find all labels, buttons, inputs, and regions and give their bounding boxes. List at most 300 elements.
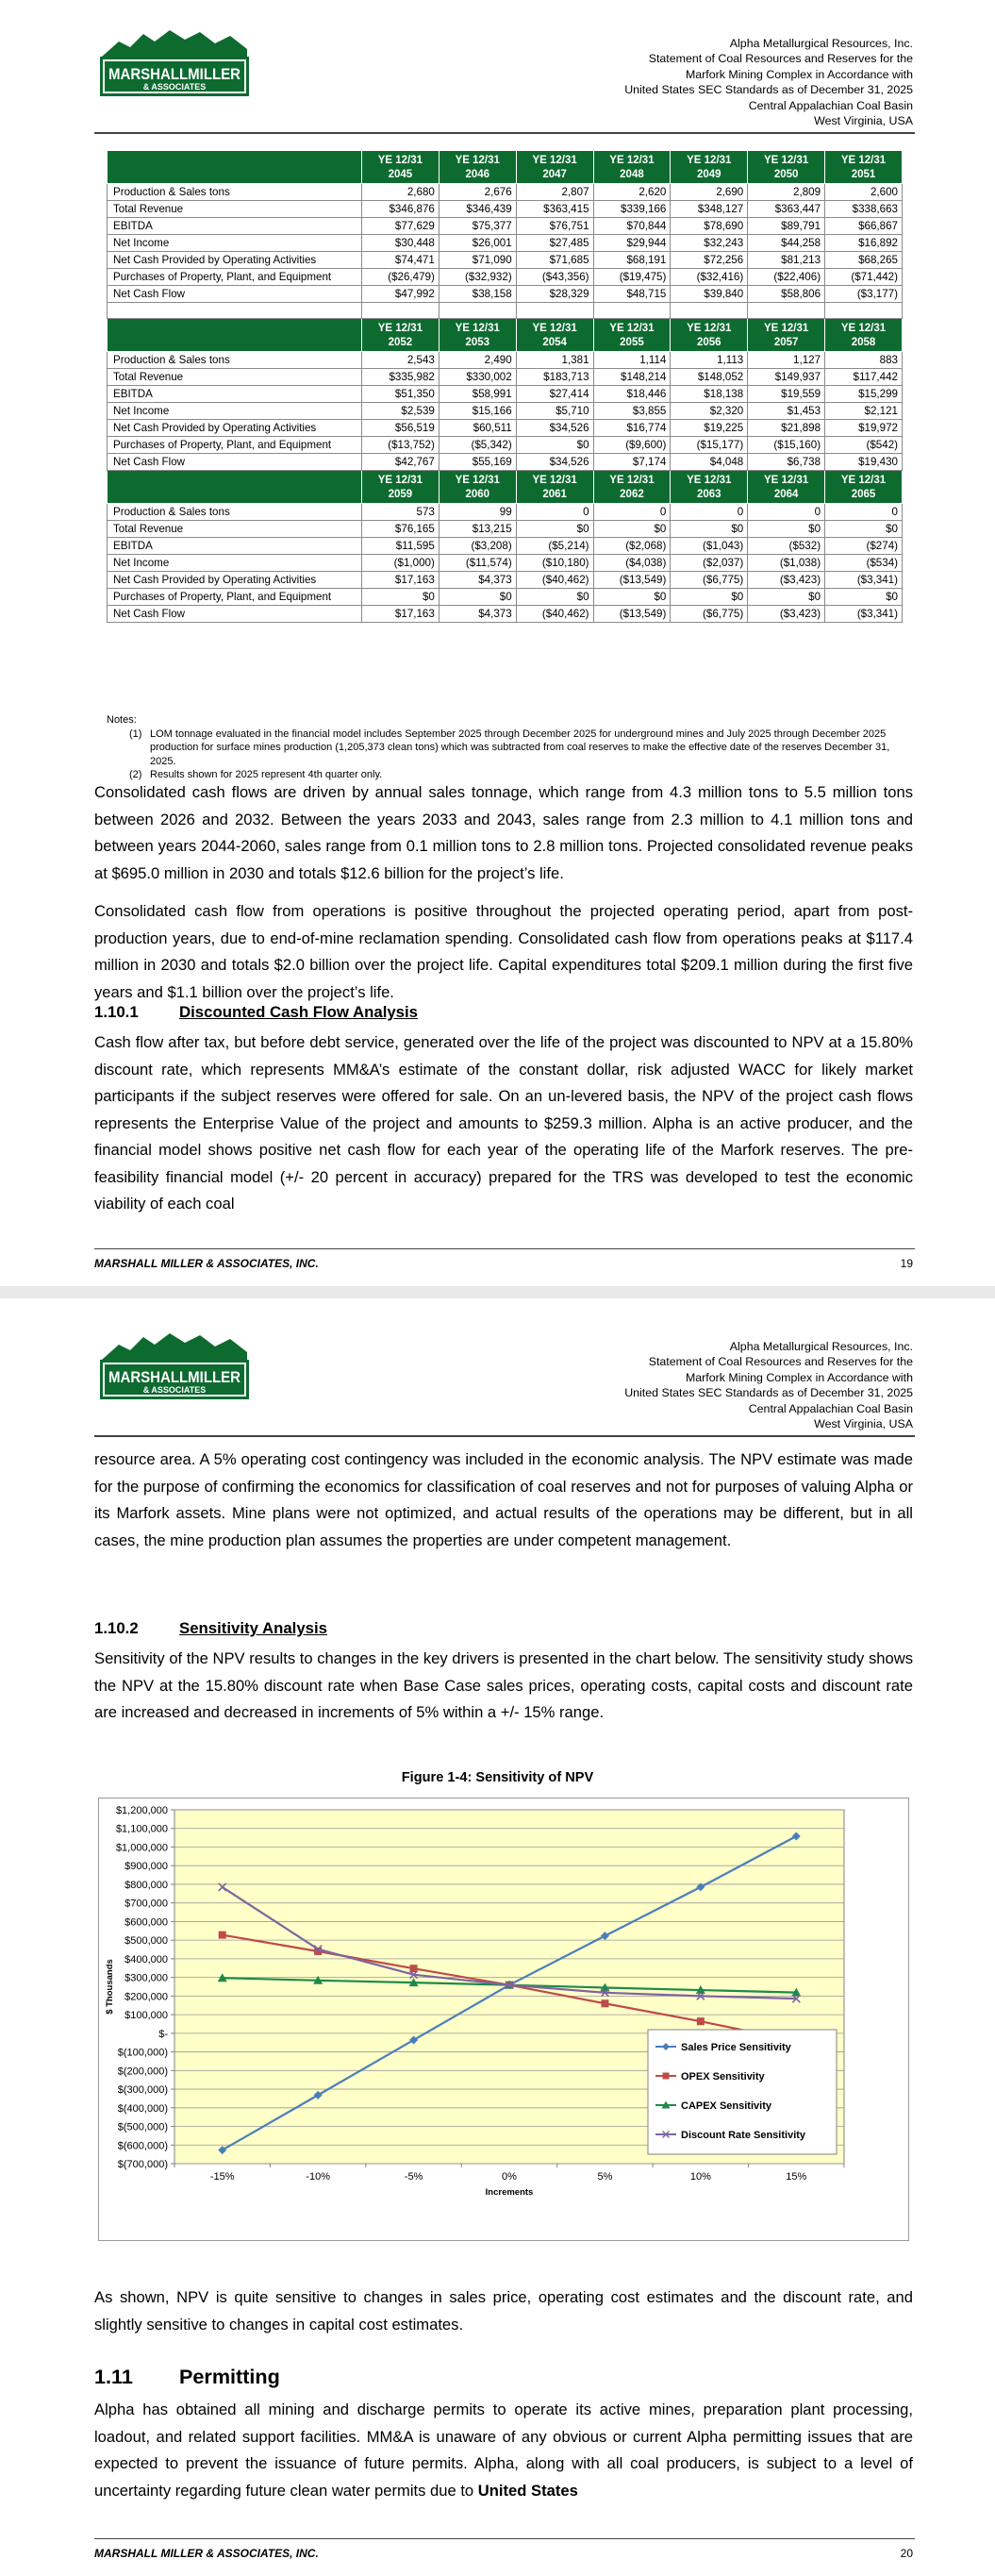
column-header-label: YE 12/31 xyxy=(377,155,423,166)
table-cell: $34,526 xyxy=(516,454,593,471)
paragraph-dcf: Cash flow after tax, but before debt service, generated over the life of the project was discounted to NPV at a 15.80% discount rate, which represents MM&A’s estimate of the constant dollar, risk adjusted WACC for likely market participants if the subject reserves were offered for sale. On an un-levered basis, the NPV of the project cash flows represents the Enterprise Value of the project and amounts to $259.3 million. Alpha is an active producer, and the financial model shows positive net cash flow for each year of the operating life of the Marfork reserves. The pre-feasibility financial model (+/- 20 percent in accuracy) prepared for the TRS was developed to test the economic viability of each coal xyxy=(94,1033,913,1213)
table-cell: $44,258 xyxy=(748,235,825,252)
table-cell: $0 xyxy=(748,589,825,606)
table-cell: $15,299 xyxy=(825,386,903,403)
table-cell: $81,213 xyxy=(748,252,825,269)
table-cell: 0 xyxy=(516,504,593,521)
column-header-label: YE 12/31 xyxy=(687,155,732,166)
x-tick-label: -10% xyxy=(306,2171,330,2183)
table-cell: $58,806 xyxy=(748,286,825,303)
column-header-label: YE 12/31 xyxy=(609,323,655,334)
row-label: EBITDA xyxy=(108,218,362,235)
table-cell: 1,127 xyxy=(748,352,825,369)
table-cell: $26,001 xyxy=(439,235,516,252)
table-row xyxy=(108,218,903,235)
table-cell: $0 xyxy=(825,521,903,538)
table-cell: ($274) xyxy=(825,538,903,555)
table-cell: $75,377 xyxy=(439,218,516,235)
table-cell: $6,738 xyxy=(748,454,825,471)
column-header-year: 2053 xyxy=(465,336,490,348)
table-cell: $28,329 xyxy=(516,286,593,303)
table-cell: ($71,442) xyxy=(825,269,903,286)
data-point xyxy=(697,2017,705,2025)
table-cell: $74,471 xyxy=(362,252,439,269)
table-cell: 1,113 xyxy=(671,352,748,369)
page-number: 20 xyxy=(900,2547,913,2560)
footer-divider xyxy=(94,1248,915,1249)
table-cell: $30,448 xyxy=(362,235,439,252)
table-cell: $56,519 xyxy=(362,420,439,437)
table-row xyxy=(108,572,903,589)
y-tick-label: $400,000 xyxy=(124,1953,168,1965)
x-axis-label: Increments xyxy=(485,2187,534,2198)
table-row xyxy=(108,538,903,555)
table-cell: $148,214 xyxy=(593,369,671,386)
table-cell: $330,002 xyxy=(439,369,516,386)
table-cell: $16,892 xyxy=(825,235,903,252)
row-label: Net Cash Flow xyxy=(108,286,362,303)
legend-label: CAPEX Sensitivity xyxy=(681,2100,771,2112)
row-label: Net Cash Flow xyxy=(108,606,362,623)
note-number: (2) xyxy=(129,769,142,781)
table-cell: $68,191 xyxy=(593,252,671,269)
column-header-label: YE 12/31 xyxy=(763,323,809,334)
column-header-label: YE 12/31 xyxy=(840,155,887,166)
row-label: Net Cash Provided by Operating Activities xyxy=(108,252,362,269)
legend-label: Discount Rate Sensitivity xyxy=(681,2130,806,2141)
table-cell: ($542) xyxy=(825,437,903,454)
table-cell: $17,163 xyxy=(362,572,439,589)
column-header-year: 2050 xyxy=(773,168,799,180)
table-row xyxy=(108,286,903,303)
note-text: LOM tonnage evaluated in the financial model includes September 2025 through December 2025 for underground mines and July 2025 through December 2025 production for surface mines production (1,205,373 clean tons) which was subtracted from coal reserves to make the effective date of the reserves December 31, 2025. xyxy=(150,728,890,767)
y-tick-label: $1,100,000 xyxy=(115,1823,168,1835)
table-cell: $38,158 xyxy=(439,286,516,303)
table-cell: $78,690 xyxy=(671,218,748,235)
column-header-year: 2061 xyxy=(542,488,567,500)
table-cell: ($3,341) xyxy=(825,606,903,623)
table-cell: $18,138 xyxy=(671,386,748,403)
table-cell: 573 xyxy=(362,504,439,521)
table-row xyxy=(108,235,903,252)
table-cell: $19,430 xyxy=(825,454,903,471)
paragraph-npv-estimate xyxy=(94,1447,913,1554)
column-header xyxy=(516,319,593,352)
table-header-blank xyxy=(108,471,362,504)
page-19 xyxy=(0,0,995,1286)
column-header-label: YE 12/31 xyxy=(840,475,887,486)
table-row xyxy=(108,555,903,572)
table-cell: ($15,160) xyxy=(748,437,825,454)
table-cell: 1,381 xyxy=(516,352,593,369)
x-tick-label: -5% xyxy=(404,2171,423,2183)
table-cell: ($11,574) xyxy=(439,555,516,572)
table-cell: ($5,214) xyxy=(516,538,593,555)
note-text: Results shown for 2025 represent 4th quarter only. xyxy=(150,769,383,781)
header-line: Marfork Mining Complex in Accordance with xyxy=(685,1370,913,1384)
table-row xyxy=(108,184,903,201)
table-cell: $27,485 xyxy=(516,235,593,252)
table-cell: $0 xyxy=(516,589,593,606)
table-cell: ($13,549) xyxy=(593,572,671,589)
table-cell: $149,937 xyxy=(748,369,825,386)
chart-canvas xyxy=(99,1798,908,2240)
column-header-label: YE 12/31 xyxy=(763,475,809,486)
column-header xyxy=(748,471,825,504)
table-notes xyxy=(107,713,908,782)
column-header xyxy=(362,151,439,184)
table-cell: $72,256 xyxy=(671,252,748,269)
column-header-label: YE 12/31 xyxy=(532,155,577,166)
footer-company: MARSHALL MILLER & ASSOCIATES, INC. xyxy=(94,2547,319,2560)
table-cell: 2,690 xyxy=(671,184,748,201)
table-cell: $77,629 xyxy=(362,218,439,235)
y-tick-label: $(500,000) xyxy=(117,2121,168,2133)
row-label: Net Cash Provided by Operating Activities xyxy=(108,420,362,437)
column-header-year: 2045 xyxy=(388,168,413,180)
svg-text:& ASSOCIATES: & ASSOCIATES xyxy=(142,1385,207,1395)
y-tick-label: $200,000 xyxy=(124,1991,168,2003)
table-cell: $183,713 xyxy=(516,369,593,386)
table-cell: $1,453 xyxy=(748,403,825,420)
table-cell: $66,867 xyxy=(825,218,903,235)
table-cell: $0 xyxy=(748,521,825,538)
column-header-label: YE 12/31 xyxy=(532,475,577,486)
header-line: Alpha Metallurgical Resources, Inc. xyxy=(729,37,913,50)
row-label: Production & Sales tons xyxy=(108,184,362,201)
y-tick-label: $(100,000) xyxy=(117,2047,168,2059)
table-row xyxy=(108,504,903,521)
column-header xyxy=(439,319,516,352)
notes-title: Notes: xyxy=(107,714,137,726)
table-cell: $346,876 xyxy=(362,201,439,218)
column-header-year: 2051 xyxy=(851,168,876,180)
note-item xyxy=(107,728,908,769)
row-label: Net Income xyxy=(108,555,362,572)
table-cell: $4,373 xyxy=(439,606,516,623)
table-cell: ($1,038) xyxy=(748,555,825,572)
table-cell: $68,265 xyxy=(825,252,903,269)
column-header-label: YE 12/31 xyxy=(609,155,655,166)
table-cell: ($534) xyxy=(825,555,903,572)
table-header-row xyxy=(108,471,903,504)
header-line: West Virginia, USA xyxy=(814,1417,913,1431)
column-header xyxy=(671,471,748,504)
paragraph-sensitivity: Sensitivity of the NPV results to changes in the key drivers is presented in the chart below. The sensitivity study shows the NPV at the 15.80% discount rate when Base Case sales prices, operating costs, capital costs and discount rate are increased and decreased in increments of 5% within a +/- 15% range. xyxy=(94,1649,913,1721)
column-header-label: YE 12/31 xyxy=(763,155,809,166)
section-heading-sensitivity xyxy=(94,1619,327,1638)
table-row xyxy=(108,606,903,623)
y-tick-label: $300,000 xyxy=(124,1972,168,1984)
table-cell: $27,414 xyxy=(516,386,593,403)
header-line: Statement of Coal Resources and Reserves for the xyxy=(648,52,913,66)
table-cell: $0 xyxy=(671,589,748,606)
section-heading-permitting xyxy=(94,2365,280,2389)
table-cell: $0 xyxy=(439,589,516,606)
table-cell: ($40,462) xyxy=(516,606,593,623)
table-cell: $339,166 xyxy=(593,201,671,218)
column-header-year: 2055 xyxy=(620,336,644,348)
table-row xyxy=(108,352,903,369)
column-header-year: 2063 xyxy=(697,488,721,500)
table-row xyxy=(108,437,903,454)
table-spacer-row xyxy=(108,303,903,319)
table-cell: $2,539 xyxy=(362,403,439,420)
page-header xyxy=(624,1339,913,1431)
column-header xyxy=(825,471,903,504)
table-row xyxy=(108,589,903,606)
table-cell: 2,490 xyxy=(439,352,516,369)
y-tick-label: $(300,000) xyxy=(117,2084,168,2097)
table-cell: ($13,549) xyxy=(593,606,671,623)
header-line: Central Appalachian Coal Basin xyxy=(748,1401,913,1415)
table-cell: $18,446 xyxy=(593,386,671,403)
table-cell: $117,442 xyxy=(825,369,903,386)
table-cell: 2,620 xyxy=(593,184,671,201)
header-line: United States SEC Standards as of December 31, 2025 xyxy=(624,83,913,97)
table-cell: ($26,479) xyxy=(362,269,439,286)
section-number: 1.11 xyxy=(94,2365,133,2388)
table-cell: 2,543 xyxy=(362,352,439,369)
y-tick-label: $500,000 xyxy=(124,1935,168,1948)
row-label: EBITDA xyxy=(108,538,362,555)
table-cell: ($1,043) xyxy=(671,538,748,555)
column-header xyxy=(516,151,593,184)
table-cell: $2,320 xyxy=(671,403,748,420)
footer-divider xyxy=(94,2538,915,2539)
column-header xyxy=(362,319,439,352)
table-cell: $7,174 xyxy=(593,454,671,471)
table-header-blank xyxy=(108,151,362,184)
table-cell: 2,809 xyxy=(748,184,825,201)
table-cell: ($32,932) xyxy=(439,269,516,286)
section-title: Discounted Cash Flow Analysis xyxy=(179,1003,419,1021)
table-cell: ($5,342) xyxy=(439,437,516,454)
row-label: Total Revenue xyxy=(108,201,362,218)
table-cell: ($15,177) xyxy=(671,437,748,454)
header-line: Statement of Coal Resources and Reserves for the xyxy=(648,1355,913,1369)
column-header xyxy=(362,471,439,504)
table-row xyxy=(108,420,903,437)
column-header-label: YE 12/31 xyxy=(532,323,577,334)
table-cell: 883 xyxy=(825,352,903,369)
table-cell: ($532) xyxy=(748,538,825,555)
paragraph-permitting-bold: United States xyxy=(477,2481,578,2500)
column-header-label: YE 12/31 xyxy=(609,475,655,486)
table-cell: ($22,406) xyxy=(748,269,825,286)
table-cell: $60,511 xyxy=(439,420,516,437)
column-header xyxy=(593,151,671,184)
table-row xyxy=(108,521,903,538)
header-line: West Virginia, USA xyxy=(814,114,913,128)
table-cell: $29,944 xyxy=(593,235,671,252)
table-cell: ($3,208) xyxy=(439,538,516,555)
table-cell: $0 xyxy=(516,437,593,454)
table-cell: $11,595 xyxy=(362,538,439,555)
note-number: (1) xyxy=(129,728,142,740)
table-cell: ($43,356) xyxy=(516,269,593,286)
table-cell: $32,243 xyxy=(671,235,748,252)
table-cell: ($40,462) xyxy=(516,572,593,589)
page-number: 19 xyxy=(900,1257,913,1270)
table-cell: ($19,475) xyxy=(593,269,671,286)
column-header-year: 2058 xyxy=(851,336,876,348)
legend-label: OPEX Sensitivity xyxy=(681,2071,765,2083)
row-label: Total Revenue xyxy=(108,369,362,386)
company-logo xyxy=(98,1331,251,1403)
cash-flow-table xyxy=(107,150,903,623)
row-label: EBITDA xyxy=(108,386,362,403)
npv-sensitivity-chart xyxy=(98,1798,909,2241)
header-divider xyxy=(94,1435,915,1437)
paragraph-permitting-text: Alpha has obtained all mining and discharge permits to operate its active mines, preparation plant processing, loadout, and related support facilities. MM&A is unaware of any obvious or current Alpha permitting issues that are expected to prevent the issuance of future permits. Alpha, along with all coal producers, is subject to a level of uncertainty regarding future clean water permits due to xyxy=(94,2400,913,2500)
legend-label: Sales Price Sensitivity xyxy=(681,2042,791,2053)
table-cell: $16,774 xyxy=(593,420,671,437)
table-cell: $0 xyxy=(362,589,439,606)
table-cell: $15,166 xyxy=(439,403,516,420)
table-cell: 0 xyxy=(748,504,825,521)
table-cell: $4,373 xyxy=(439,572,516,589)
table-cell: $19,972 xyxy=(825,420,903,437)
table-row xyxy=(108,403,903,420)
table-cell: $0 xyxy=(593,521,671,538)
table-cell: $71,090 xyxy=(439,252,516,269)
table-cell: $55,169 xyxy=(439,454,516,471)
table-cell: $76,165 xyxy=(362,521,439,538)
y-tick-label: $900,000 xyxy=(124,1861,168,1873)
section-number: 1.10.2 xyxy=(94,1619,139,1637)
row-label: Net Cash Provided by Operating Activities xyxy=(108,572,362,589)
table-cell: $34,526 xyxy=(516,420,593,437)
table-cell: $76,751 xyxy=(516,218,593,235)
table-cell: 0 xyxy=(671,504,748,521)
table-cell: $0 xyxy=(671,521,748,538)
table-cell: $3,855 xyxy=(593,403,671,420)
table-row xyxy=(108,454,903,471)
table-cell: ($3,423) xyxy=(748,606,825,623)
table-cell: ($13,752) xyxy=(362,437,439,454)
column-header-label: YE 12/31 xyxy=(377,323,423,334)
table-cell: $51,350 xyxy=(362,386,439,403)
column-header-year: 2057 xyxy=(773,336,799,348)
table-cell: 0 xyxy=(593,504,671,521)
table-cell: $47,992 xyxy=(362,286,439,303)
row-label: Net Income xyxy=(108,403,362,420)
table-cell: $148,052 xyxy=(671,369,748,386)
table-cell: ($32,416) xyxy=(671,269,748,286)
table-cell: ($9,600) xyxy=(593,437,671,454)
table-cell: $4,048 xyxy=(671,454,748,471)
page-header xyxy=(624,36,913,128)
table-cell: $346,439 xyxy=(439,201,516,218)
column-header-label: YE 12/31 xyxy=(840,323,887,334)
column-header xyxy=(516,471,593,504)
y-tick-label: $(200,000) xyxy=(117,2066,168,2078)
table-cell: ($2,037) xyxy=(671,555,748,572)
table-cell: $13,215 xyxy=(439,521,516,538)
y-tick-label: $(700,000) xyxy=(117,2159,168,2170)
table-cell: $58,991 xyxy=(439,386,516,403)
paragraph-sales-tonnage: Consolidated cash flows are driven by annual sales tonnage, which range from 4.3 million tons to 5.5 million tons between 2026 and 2032. Between the years 2033 and 2043, sales range from 2.3 million to 4.1 million tons and between years 2044-2060, sales range from 0.1 million tons to 2.8 million tons. Projected consolidated revenue peaks at $695.0 million in 2030 and totals $12.6 billion for the project’s life. xyxy=(94,783,913,882)
column-header-label: YE 12/31 xyxy=(687,475,732,486)
table-cell: ($4,038) xyxy=(593,555,671,572)
column-header-year: 2065 xyxy=(851,488,876,500)
table-cell: $17,163 xyxy=(362,606,439,623)
table-header-blank xyxy=(108,319,362,352)
table-cell: $21,898 xyxy=(748,420,825,437)
table-cell: $335,982 xyxy=(362,369,439,386)
x-tick-label: 5% xyxy=(597,2171,613,2183)
header-line: Alpha Metallurgical Resources, Inc. xyxy=(729,1340,913,1353)
column-header-year: 2064 xyxy=(773,488,799,500)
table-cell: $89,791 xyxy=(748,218,825,235)
column-header-year: 2048 xyxy=(620,168,644,180)
table-header-row xyxy=(108,151,903,184)
table-cell: $338,663 xyxy=(825,201,903,218)
paragraph-cash-flow-operations: Consolidated cash flow from operations is positive throughout the projected operating period, apart from post-production years, due to end-of-mine reclamation spending. Consolidated cash flow from operations peaks at $117.4 million in 2030 and totals $2.0 billion over the project life. Capital expenditures total $209.1 million during the first five years and $1.1 billion over the project’s life. xyxy=(94,902,913,1001)
x-tick-label: -15% xyxy=(209,2171,235,2183)
y-tick-label: $600,000 xyxy=(124,1916,168,1929)
table-row xyxy=(108,269,903,286)
table-row xyxy=(108,201,903,218)
header-line: Marfork Mining Complex in Accordance with xyxy=(685,67,913,81)
table-cell: $48,715 xyxy=(593,286,671,303)
column-header xyxy=(671,151,748,184)
row-label: Total Revenue xyxy=(108,521,362,538)
x-tick-label: 15% xyxy=(786,2171,807,2183)
table-cell: ($3,423) xyxy=(748,572,825,589)
y-tick-label: $1,200,000 xyxy=(115,1805,168,1816)
section-number: 1.10.1 xyxy=(94,1003,139,1021)
table-row xyxy=(108,386,903,403)
table-cell: $363,447 xyxy=(748,201,825,218)
table-cell: $39,840 xyxy=(671,286,748,303)
row-label: Purchases of Property, Plant, and Equipment xyxy=(108,589,362,606)
y-tick-label: $1,000,000 xyxy=(115,1842,168,1854)
footer-company: MARSHALL MILLER & ASSOCIATES, INC. xyxy=(94,1257,319,1270)
column-header xyxy=(671,319,748,352)
column-header-year: 2047 xyxy=(542,168,567,180)
table-row xyxy=(108,369,903,386)
column-header-year: 2052 xyxy=(388,336,413,348)
section-heading-dcf xyxy=(94,1003,418,1022)
y-axis-label: $ Thousands xyxy=(105,1959,115,2015)
column-header-year: 2062 xyxy=(620,488,644,500)
column-header-year: 2060 xyxy=(465,488,490,500)
y-tick-label: $100,000 xyxy=(124,2010,168,2022)
table-cell: ($3,177) xyxy=(825,286,903,303)
row-label: Purchases of Property, Plant, and Equipment xyxy=(108,437,362,454)
table-cell: ($1,000) xyxy=(362,555,439,572)
row-label: Production & Sales tons xyxy=(108,352,362,369)
table-cell: $42,767 xyxy=(362,454,439,471)
table-cell: 2,680 xyxy=(362,184,439,201)
section-title: Permitting xyxy=(179,2365,280,2388)
row-label: Net Cash Flow xyxy=(108,454,362,471)
column-header-label: YE 12/31 xyxy=(455,323,500,334)
column-header xyxy=(748,319,825,352)
column-header-label: YE 12/31 xyxy=(687,323,732,334)
column-header xyxy=(439,151,516,184)
paragraph-permitting xyxy=(94,2397,913,2504)
x-tick-label: 0% xyxy=(502,2171,517,2183)
y-tick-label: $- xyxy=(158,2028,168,2040)
table-cell: 2,676 xyxy=(439,184,516,201)
table-cell: $70,844 xyxy=(593,218,671,235)
column-header xyxy=(439,471,516,504)
column-header-label: YE 12/31 xyxy=(455,475,500,486)
svg-text:& ASSOCIATES: & ASSOCIATES xyxy=(142,82,207,92)
